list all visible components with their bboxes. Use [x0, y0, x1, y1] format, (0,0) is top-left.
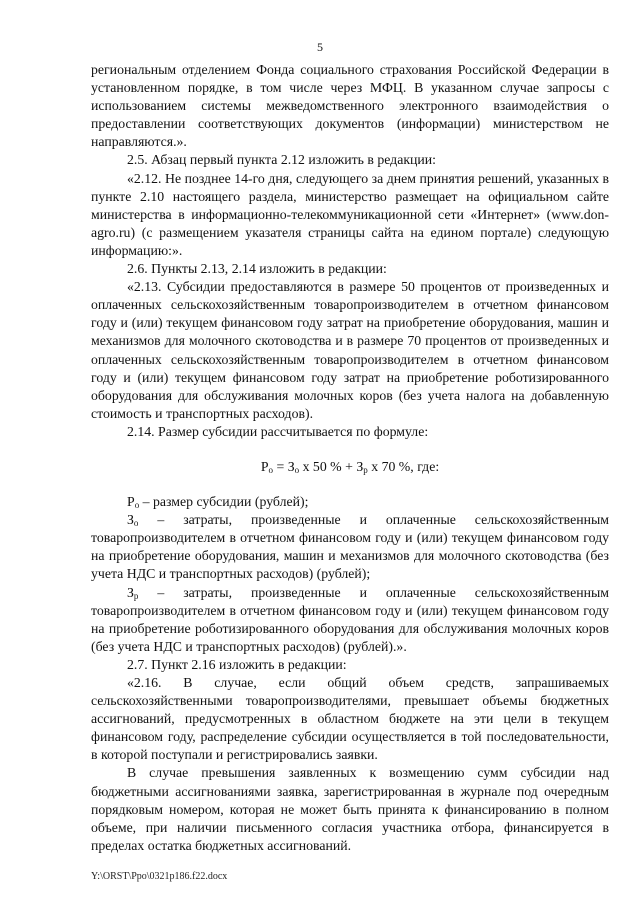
paragraph-clause-2-16-excess: В случае превышения заявленных к возмещению сумм субсидии над бюджетными ассигнованиями заявка, зарегистрированная в журнале под очередным порядковым номером, которая не может быть принята к финансированию в полном объеме, при наличии письменного согласия участника отбора, финансируется в пределах остатка бюджетных ассигнований.	[91, 765, 609, 853]
formula-z2-sub: р	[363, 464, 368, 475]
definition-po	[91, 493, 609, 511]
formula-eq: =	[273, 458, 288, 474]
definition-symbol: З	[127, 512, 134, 528]
paragraph-clause-2-16: «2.16. В случае, если общий объем средств, запрашиваемых сельскохозяйственными товаропроизводителями, превышает объемы бюджетных ассигнований, предусмотренных в областном бюджете на эти цели в текущем финансовом году, распределение субсидии осуществляется в той последовательности, в которой поступали и регистрировались заявки.	[91, 675, 609, 763]
definition-zr	[91, 584, 609, 656]
paragraph-clause-2-12: «2.12. Не позднее 14-го дня, следующего за днем принятия решений, указанных в пункте 2.10 настоящего раздела, министерство размещает на официальном сайте министерства в информационно-телекоммуникационной сети «Интернет» (www.don-agro.ru) (с размещением указателя страницы сайта на едином портале) следующую информацию:».	[91, 170, 609, 258]
paragraph-clause-2-13: «2.13. Субсидии предоставляются в размере 50 процентов от произведенных и оплаченных сельскохозяйственным товаропроизводителем в отчетном финансовом году и (или) текущем финансовом году затрат на приобретение оборудования, машин и механизмов для молочного скотоводства и в размере 70 процентов от произведенных и оплаченных сельскохозяйственным товаропроизводителем в отчетном финансовом году и (или) текущем финансовом году затрат на приобретение роботизированного оборудования для обслуживания молочных коров (без учета налога на добавленную стоимость и транспортных расходов).	[91, 279, 609, 421]
paragraph-amendment-2-7: 2.7. Пункт 2.16 изложить в редакции:	[127, 656, 347, 672]
page-number: 5	[317, 40, 323, 54]
paragraph-continuation: региональным отделением Фонда социального страхования Российской Федерации в установленном порядке, в том числе через МФЦ. В указанном случае запросы с использованием системы межведомственного электронного взаимодействия о предоставлении соответствующих документов (информации) министерством не направляются.».	[91, 62, 609, 150]
formula-z1: З	[287, 458, 295, 474]
definition-text: – размер субсидии (рублей);	[139, 494, 309, 510]
subsidy-formula	[91, 458, 609, 476]
definition-zo	[91, 511, 609, 583]
definition-text: – затраты, произведенные и оплаченные сельскохозяйственным товаропроизводителем в отчетном финансовом году и (или) текущем финансовом году на приобретение оборудования, машин и механизмов для молочного скотоводства (без учета НДС и транспортных расходов) (рублей);	[91, 512, 609, 582]
formula-p: Р	[260, 458, 269, 474]
formula-z1-sub: о	[294, 464, 300, 475]
formula-part2: х 70 %, где:	[367, 458, 440, 474]
footer-file-path: Y:\ORST\Ppo\0321p186.f22.docx	[91, 871, 228, 882]
definition-symbol-sub: о	[133, 518, 139, 529]
formula-part1: х 50 % +	[299, 458, 357, 474]
formula-z2: З	[356, 458, 364, 474]
definition-symbol-sub: о	[134, 500, 140, 511]
definition-symbol: З	[127, 584, 134, 600]
paragraph-amendment-2-5: 2.5. Абзац первый пункта 2.12 изложить в редакции:	[127, 152, 437, 168]
formula-p-sub: о	[268, 464, 274, 475]
paragraph-clause-2-14: 2.14. Размер субсидии рассчитывается по формуле:	[127, 423, 429, 439]
definition-symbol: Р	[127, 494, 135, 510]
definition-symbol-sub: р	[133, 590, 139, 601]
paragraph-amendment-2-6: 2.6. Пункты 2.13, 2.14 изложить в редакции:	[127, 261, 387, 277]
document-body	[91, 61, 609, 855]
definition-text: – затраты, произведенные и оплаченные сельскохозяйственным товаропроизводителем в отчетном финансовом году и (или) текущем финансовом году на приобретение роботизированного оборудования для обслуживания молочных коров (без учета НДС и транспортных расходов) (рублей).».	[91, 584, 609, 654]
